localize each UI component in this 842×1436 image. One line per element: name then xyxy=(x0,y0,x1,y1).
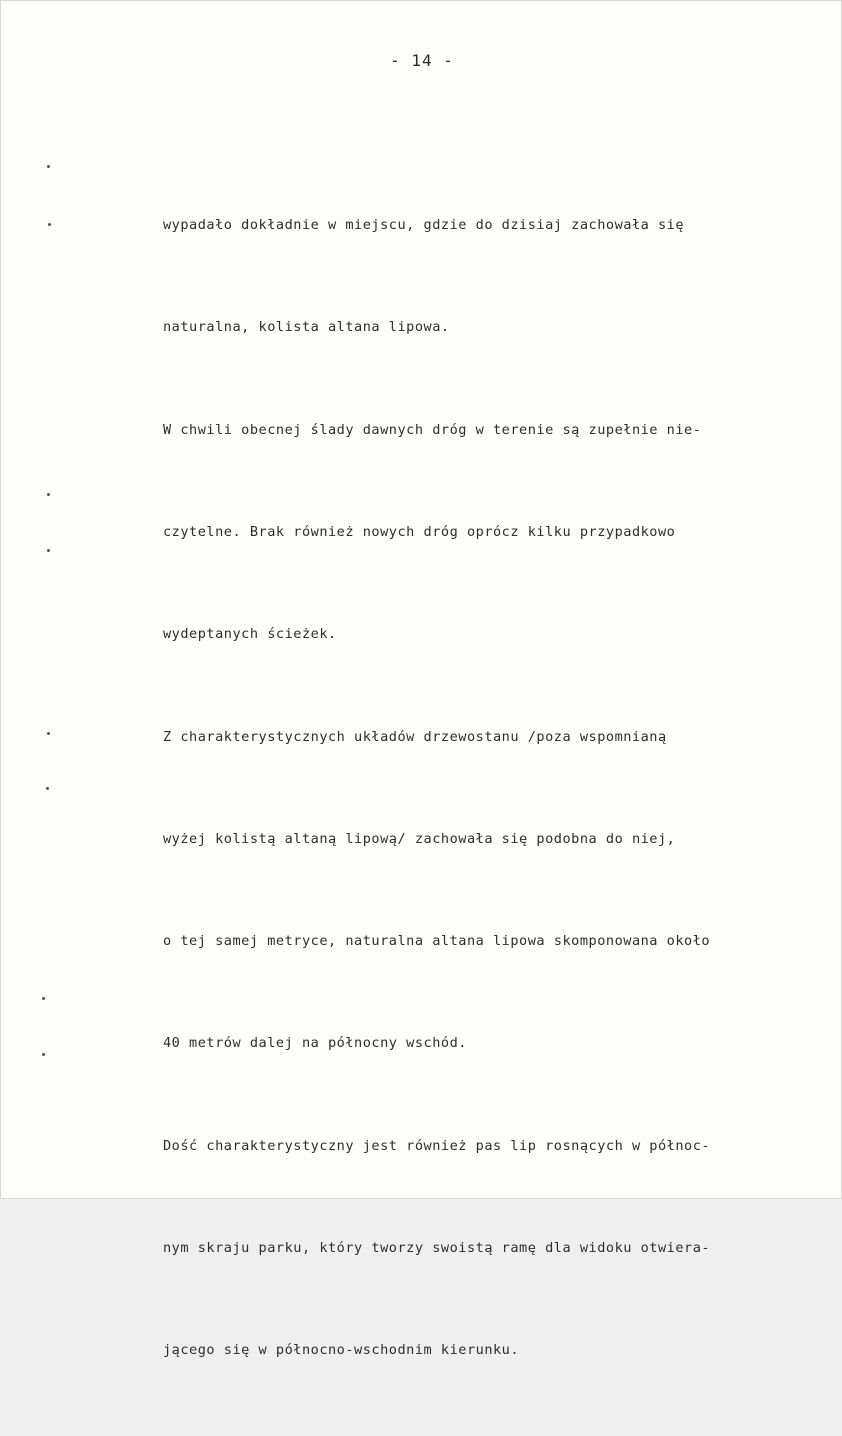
margin-speck xyxy=(48,223,51,226)
page-number: - 14 - xyxy=(390,51,454,70)
text-line: wyżej kolistą altaną lipową/ zachowała się podobna do niej, xyxy=(163,830,676,847)
text-line: wypadało dokładnie w miejscu, gdzie do dzisiaj zachowała się xyxy=(163,217,685,234)
margin-speck xyxy=(42,1053,45,1056)
text-line: czytelne. Brak również nowych dróg oprócz kilku przypadkowo xyxy=(163,524,676,541)
text-line: 40 metrów dalej na północny wschód. xyxy=(163,1035,467,1052)
margin-speck xyxy=(47,732,50,735)
text-line: wydeptanych ścieżek. xyxy=(163,626,337,643)
margin-speck xyxy=(47,493,50,496)
margin-speck xyxy=(46,787,49,790)
body-text xyxy=(163,140,803,1436)
text-line: Z charakterystycznych układów drzewostanu /poza wspomnianą xyxy=(163,728,667,745)
text-line: nym skraju parku, który tworzy swoistą ramę dla widoku otwiera- xyxy=(163,1240,711,1256)
margin-speck xyxy=(42,997,45,1000)
text-line: naturalna, kolista altana lipowa. xyxy=(163,319,450,336)
margin-speck xyxy=(47,549,50,552)
text-line: W chwili obecnej ślady dawnych dróg w terenie są zupełnie nie- xyxy=(163,421,702,438)
text-line: Dość charakterystyczny jest również pas lip rosnących w północ- xyxy=(163,1137,711,1154)
text-line: jącego się w północno-wschodnim kierunku. xyxy=(163,1342,520,1359)
text-line: o tej samej metryce, naturalna altana lipowa skomponowana około xyxy=(163,933,711,950)
margin-speck xyxy=(47,165,50,168)
